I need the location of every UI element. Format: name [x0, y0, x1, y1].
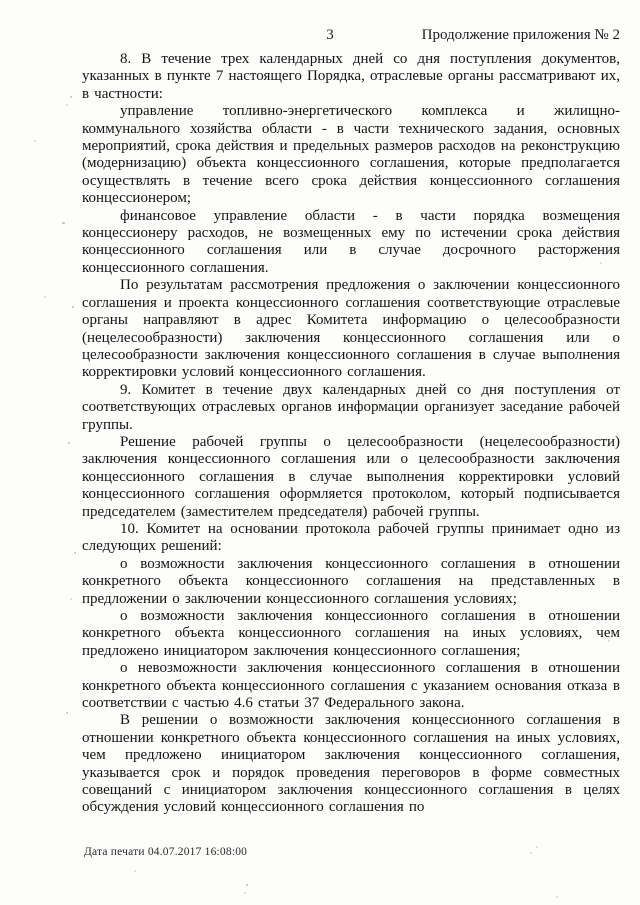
scan-noise-speck	[68, 442, 70, 444]
scan-noise-speck	[66, 712, 68, 714]
page-number: 3	[326, 27, 334, 43]
paragraph: о невозможности заключения концессионного соглашения в отношении конкретного объекта концессионного соглашения с указанием основания отказа в соответствии с частью 4.6 статьи 37 Федерального закона.	[82, 660, 620, 712]
paragraph: 9. Комитет в течение двух календарных дней со дня поступления от соответствующих отраслевых органов информации организует заседание рабочей группы.	[82, 381, 620, 433]
scan-noise-speck	[244, 892, 246, 894]
scan-noise-speck	[62, 222, 65, 224]
scan-noise-speck	[556, 896, 558, 898]
scan-noise-speck	[134, 870, 136, 872]
scan-noise-speck	[34, 140, 36, 142]
scan-noise-speck	[70, 598, 72, 600]
paragraph: Решение рабочей группы о целесообразности (нецелесообразности) заключения концессионного соглашения или о целесообразности заключения концессионного соглашения в случае выполнения корректировки условий концессионного соглашения оформляется протоколом, который подписывается председателем (заместителем председателя) рабочей группы.	[82, 433, 620, 520]
document-body	[82, 51, 620, 817]
paragraph: о возможности заключения концессионного соглашения в отношении конкретного объекта концессионного соглашения на иных условиях, чем предложено инициатором заключения концессионного соглашения;	[82, 608, 620, 659]
scan-noise-speck	[44, 296, 46, 298]
paragraph: В решении о возможности заключения концессионного соглашения в отношении конкретного объекта концессионного соглашения на иных условиях, чем предложено инициатором заключения концессионного соглашения, указывается срок и порядок проведения переговоров в форме совместных совещаний с инициатором заключения концессионного соглашения в целях обсуждения условий концессионного соглашения по	[82, 712, 620, 816]
scan-noise-speck	[530, 852, 532, 854]
paragraph: о возможности заключения концессионного соглашения в отношении конкретного объекта концессионного соглашения на представленных в предложении о заключении концессионного соглашения условиях;	[82, 555, 620, 607]
paragraph: 8. В течение трех календарных дней со дня поступления документов, указанных в пункте 7 настоящего Порядка, отраслевые органы рассматривают их, в частности:	[82, 51, 620, 102]
paragraph: По результатам рассмотрения предложения о заключении концессионного соглашения и проекта концессионного соглашения соответствующие отраслевые органы направляют в адрес Комитета информацию о целесообразности (нецелесообразности) заключения концессионного соглашения или о целесообразности заключения концессионного соглашения в случае выполнения корректировки условий концессионного соглашения.	[82, 277, 620, 381]
paragraph: 10. Комитет на основании протокола рабочей группы принимает одно из следующих решений:	[82, 520, 620, 555]
scan-noise-speck	[66, 104, 68, 106]
scan-noise-speck	[536, 846, 538, 848]
scan-noise-speck	[72, 306, 74, 308]
scan-noise-speck	[74, 552, 76, 554]
scan-noise-speck	[246, 884, 248, 886]
scan-noise-speck	[70, 96, 72, 98]
paragraph: управление топливно-энергетического комплекса и жилищно-коммунального хозяйства области - в части технического задания, основных мероприятий, срока действия и предельных размеров расходов на реконструкцию (модернизацию) объекта концессионного соглашения, которые предполагается осуществлять в течение всего срока действия концессионного соглашения концессионером;	[82, 103, 620, 207]
continuation-label: Продолжение приложения № 2	[421, 27, 620, 43]
paragraph: финансовое управление области - в части порядка возмещения концессионеру расходов, не возмещенных ему по истечении срока действия концессионного соглашения или в случае досрочного расторжения концессионного соглашения.	[82, 207, 620, 276]
print-date-stamp: Дата печати 04.07.2017 16:08:00	[84, 846, 248, 858]
